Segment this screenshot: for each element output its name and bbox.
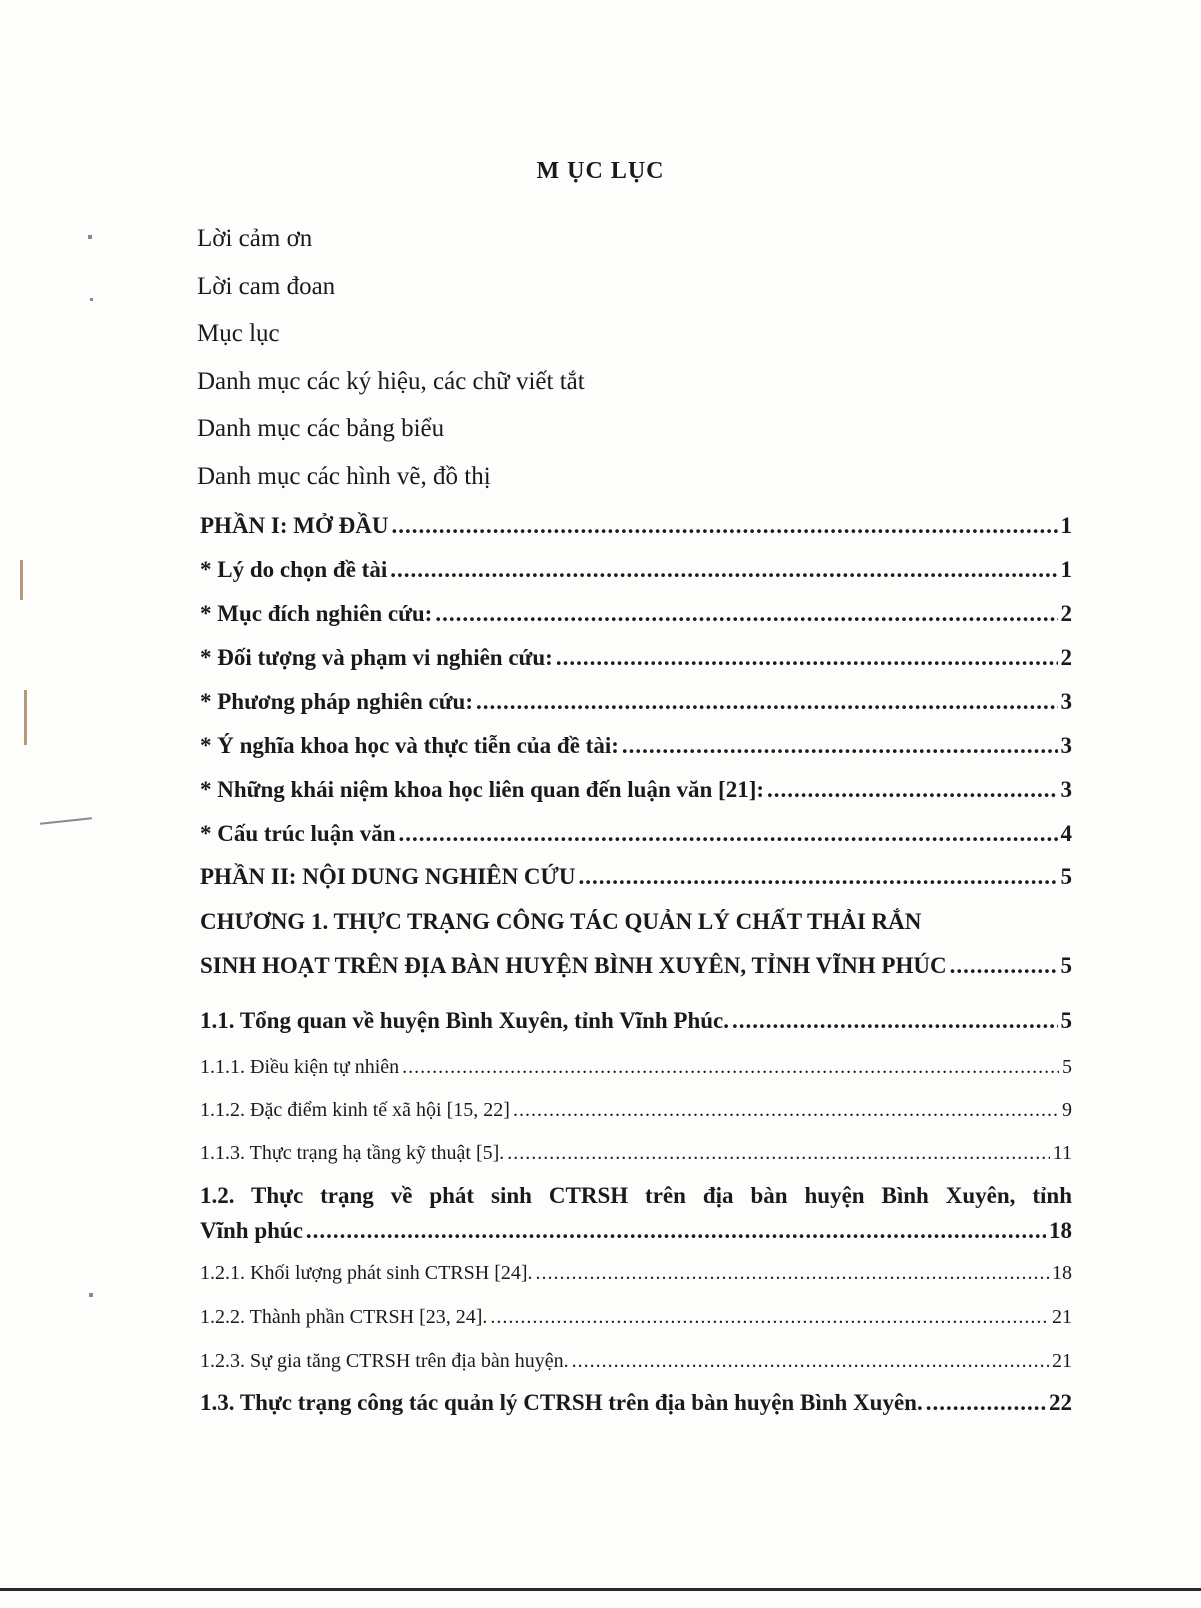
toc-entry-page: 5	[1060, 953, 1072, 978]
toc-entry-label: SINH HOẠT TRÊN ĐỊA BÀN HUYỆN BÌNH XUYÊN, TỈNH VĨNH PHÚC	[200, 953, 947, 978]
toc-entry-page: 3	[1060, 689, 1072, 714]
toc-entry	[200, 1350, 1072, 1373]
toc-entry-label: 1.1.2. Đặc điểm kinh tế xã hội [15, 22]	[200, 1099, 510, 1121]
toc-entry	[200, 821, 1072, 847]
dot-leader	[513, 1099, 1059, 1122]
scan-edge-mark	[20, 560, 23, 600]
dot-leader	[391, 513, 1057, 539]
toc-entry-label: * Đối tượng và phạm vi nghiên cứu:	[200, 645, 553, 670]
dot-leader	[767, 777, 1057, 803]
section-heading-continuation	[200, 1218, 1072, 1244]
toc-entry-page: 2	[1060, 645, 1072, 670]
dot-leader	[399, 821, 1058, 847]
toc-entry-label: 1.1.3. Thực trạng hạ tầng kỹ thuật [5].	[200, 1142, 505, 1164]
dot-leader	[556, 645, 1058, 671]
toc-entry	[200, 1306, 1072, 1329]
toc-entry-page: 11	[1052, 1142, 1072, 1164]
toc-entry-page: 22	[1049, 1390, 1072, 1415]
front-item: Danh mục các ký hiệu, các chữ viết tắt	[197, 367, 585, 395]
dot-leader	[507, 1142, 1049, 1165]
toc-entry-label: * Phương pháp nghiên cứu:	[200, 689, 473, 714]
toc-entry-page: 5	[1060, 1008, 1072, 1033]
chapter-heading-entry	[200, 953, 1072, 979]
dot-leader	[476, 689, 1058, 715]
toc-entry	[200, 645, 1072, 671]
toc-entry-page: 21	[1052, 1350, 1072, 1372]
scan-margin-stroke	[40, 817, 92, 824]
toc-entry-page: 3	[1060, 777, 1072, 802]
toc-entry-page: 1	[1060, 557, 1072, 582]
toc-entry-label: 1.1. Tổng quan về huyện Bình Xuyên, tỉnh Vĩnh Phúc.	[200, 1008, 729, 1033]
front-item: Lời cảm ơn	[197, 225, 313, 252]
toc-entry-label: 1.1.1. Điều kiện tự nhiên	[200, 1056, 400, 1078]
toc-entry	[200, 1390, 1072, 1416]
dot-leader	[578, 864, 1057, 890]
toc-entry	[200, 557, 1072, 583]
front-item: Danh mục các bảng biểu	[197, 415, 445, 443]
toc-entry	[200, 1099, 1072, 1122]
toc-entry-label: * Những khái niệm khoa học liên quan đến luận văn [21]:	[200, 777, 765, 802]
toc-entry	[200, 689, 1072, 715]
scan-margin-dot	[90, 298, 93, 301]
dot-leader	[390, 557, 1057, 583]
dot-leader	[622, 733, 1058, 759]
toc-entry-label: Vĩnh phúc	[200, 1218, 303, 1243]
front-item: Mục lục	[197, 320, 280, 348]
toc-entry-label: * Mục đích nghiên cứu:	[200, 601, 433, 626]
toc-entry-label: 1.2.3. Sự gia tăng CTRSH trên địa bàn huyện.	[200, 1350, 569, 1372]
toc-entry	[200, 733, 1072, 759]
toc-entry-label: * Lý do chọn đề tài	[200, 557, 388, 582]
dot-leader	[306, 1218, 1046, 1244]
toc-entry-page: 9	[1062, 1099, 1072, 1121]
toc-entry-label: PHẦN I: MỞ ĐẦU	[200, 513, 389, 538]
scan-edge-mark	[24, 690, 27, 745]
toc-entry-label: 1.3. Thực trạng công tác quản lý CTRSH trên địa bàn huyện Bình Xuyên.	[200, 1390, 923, 1415]
section-heading-entry	[200, 1183, 1072, 1209]
toc-entry-label: 1.2.1. Khối lượng phát sinh CTRSH [24].	[200, 1262, 533, 1284]
toc-entry-label: * Ý nghĩa khoa học và thực tiễn của đề tài:	[200, 733, 619, 758]
dot-leader	[950, 953, 1058, 979]
dot-leader	[926, 1390, 1046, 1416]
toc-entry	[200, 1008, 1072, 1034]
toc-entry-page: 5	[1062, 1056, 1072, 1078]
toc-entry	[200, 513, 1072, 539]
dot-leader	[490, 1306, 1049, 1329]
toc-entry-page: 5	[1060, 864, 1072, 889]
toc-entry-page: 2	[1060, 601, 1072, 626]
toc-entry-label: PHẦN II: NỘI DUNG NGHIÊN CỨU	[200, 864, 576, 889]
front-matter-list	[197, 215, 797, 501]
toc-entry-page: 18	[1052, 1262, 1072, 1284]
toc-entry-page: 3	[1060, 733, 1072, 758]
scan-margin-dot	[88, 235, 92, 239]
toc-entry-label: 1.2.2. Thành phần CTRSH [23, 24].	[200, 1306, 488, 1328]
toc-entry	[200, 864, 1072, 890]
front-item: Lời cam đoan	[197, 272, 336, 300]
dot-leader	[572, 1350, 1049, 1373]
toc-entry	[200, 601, 1072, 627]
page-title: M ỤC LỤC	[536, 158, 665, 184]
toc-entry-label: * Cấu trúc luận văn	[200, 821, 396, 846]
toc-entry	[200, 1056, 1072, 1079]
scan-margin-dot	[89, 1293, 93, 1297]
section-heading-line: 1.2. Thực trạng về phát sinh CTRSH trên địa bàn huyện Bình Xuyên, tỉnh	[200, 1183, 1072, 1208]
toc-entry	[200, 1262, 1072, 1285]
scan-bottom-edge	[0, 1588, 1201, 1591]
chapter-heading-line: CHƯƠNG 1. THỰC TRẠNG CÔNG TÁC QUẢN LÝ CHẤT THẢI RẮN	[200, 909, 922, 934]
dot-leader	[732, 1008, 1058, 1034]
dot-leader	[435, 601, 1057, 627]
toc-entry	[200, 1142, 1072, 1165]
toc-entry	[200, 777, 1072, 803]
toc-entry-page: 1	[1060, 513, 1072, 538]
toc-entry-page: 21	[1052, 1306, 1072, 1328]
toc-entry-page: 18	[1049, 1218, 1072, 1243]
dot-leader	[402, 1056, 1059, 1079]
dot-leader	[536, 1262, 1049, 1285]
front-item: Danh mục các hình vẽ, đồ thị	[197, 462, 491, 490]
toc-entry-page: 4	[1060, 821, 1072, 846]
